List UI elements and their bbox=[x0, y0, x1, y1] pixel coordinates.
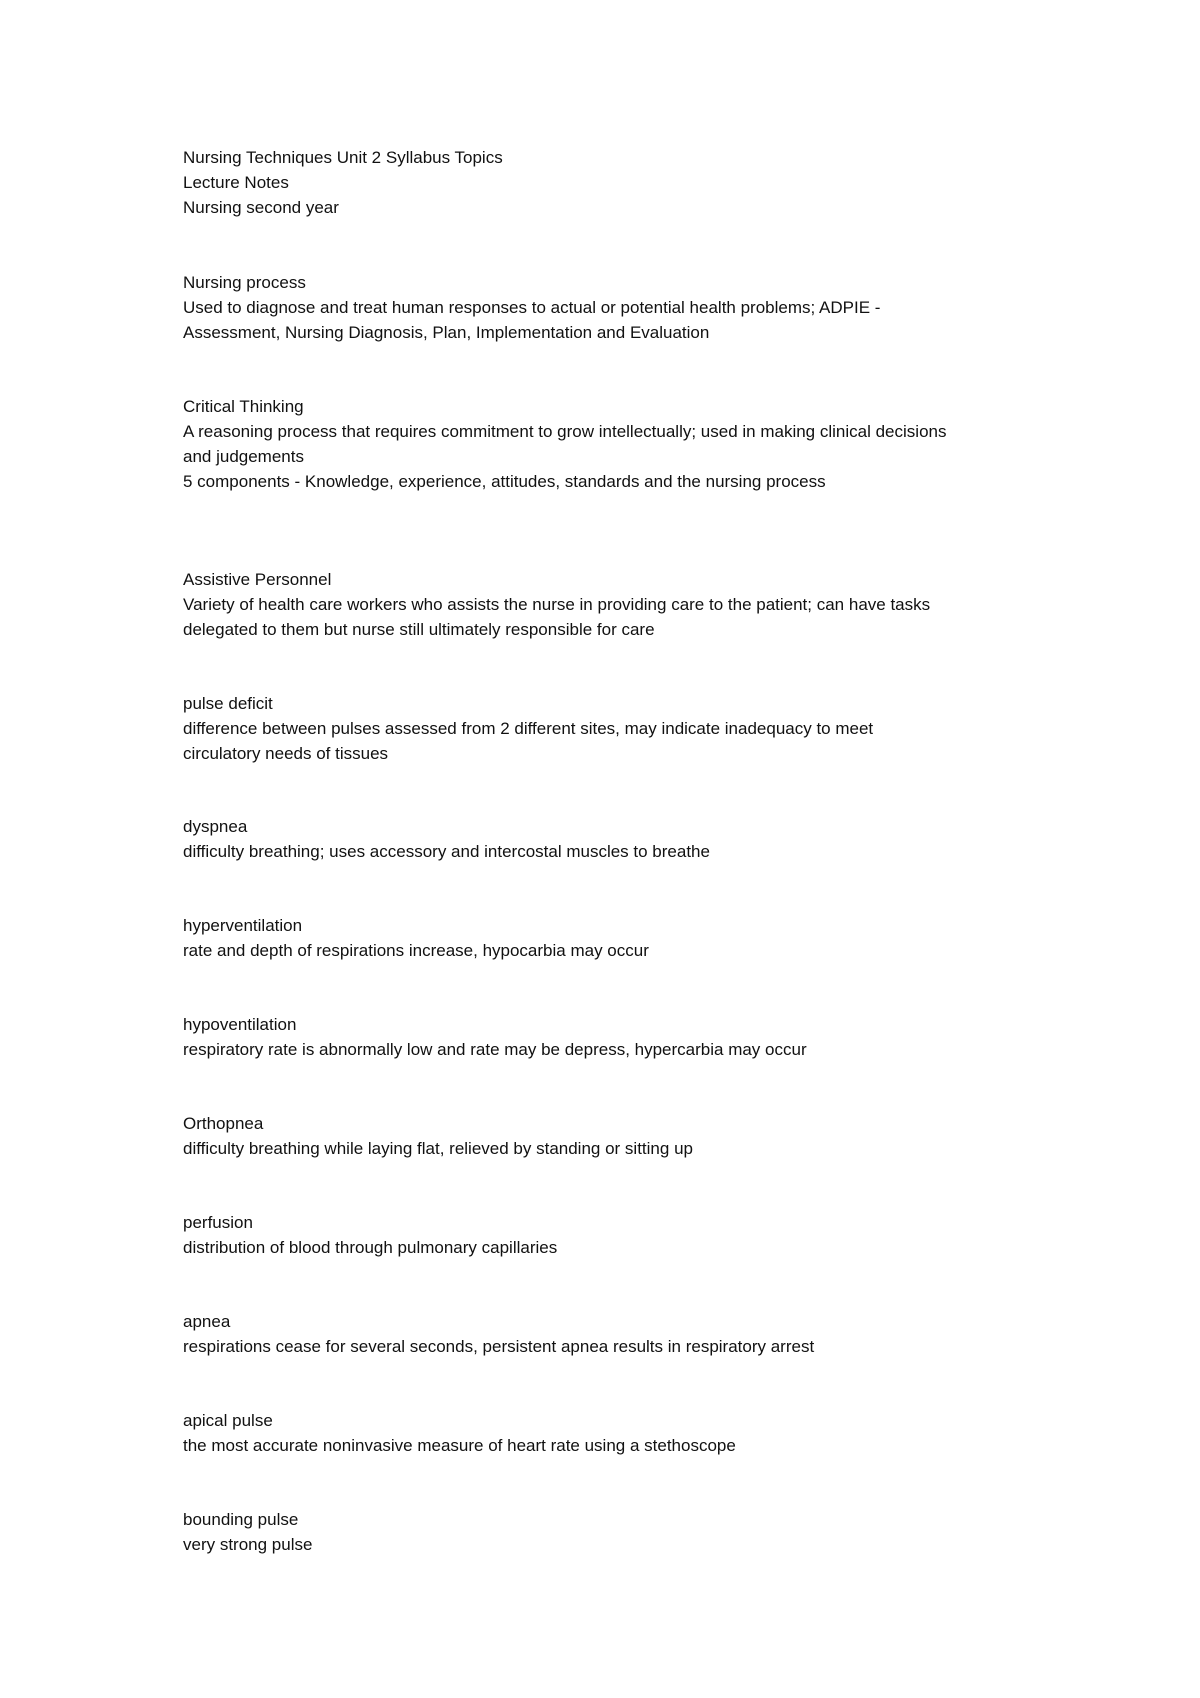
entry-definition-line: the most accurate noninvasive measure of heart rate using a stethoscope bbox=[183, 1436, 736, 1455]
entry-hypoventilation bbox=[183, 1012, 1063, 1062]
entry-definition-line: Used to diagnose and treat human responses to actual or potential health problems; ADPIE - bbox=[183, 298, 881, 317]
document-title: Nursing Techniques Unit 2 Syllabus Topics bbox=[183, 148, 503, 167]
entry-nursing-process bbox=[183, 270, 1063, 345]
entry-perfusion bbox=[183, 1210, 1063, 1260]
entry-term: bounding pulse bbox=[183, 1510, 299, 1529]
entry-term: Assistive Personnel bbox=[183, 570, 332, 589]
document-subtitle: Lecture Notes bbox=[183, 173, 289, 192]
entry-definition-line: delegated to them but nurse still ultimately responsible for care bbox=[183, 620, 655, 639]
entry-term: pulse deficit bbox=[183, 694, 273, 713]
entry-definition-line: 5 components - Knowledge, experience, attitudes, standards and the nursing process bbox=[183, 472, 826, 491]
entry-term: perfusion bbox=[183, 1213, 253, 1232]
entry-term: apical pulse bbox=[183, 1411, 273, 1430]
entry-term: Nursing process bbox=[183, 273, 306, 292]
entry-term: dyspnea bbox=[183, 817, 248, 836]
entry-definition-line: difference between pulses assessed from 2 different sites, may indicate inadequacy to meet bbox=[183, 719, 874, 738]
entry-term: Critical Thinking bbox=[183, 397, 304, 416]
entry-definition-line: respiratory rate is abnormally low and rate may be depress, hypercarbia may occur bbox=[183, 1040, 807, 1059]
entry-definition-line: respirations cease for several seconds, persistent apnea results in respiratory arrest bbox=[183, 1337, 815, 1356]
entry-term: apnea bbox=[183, 1312, 231, 1331]
entry-definition-line: Variety of health care workers who assists the nurse in providing care to the patient; can have tasks bbox=[183, 595, 931, 614]
entry-apnea bbox=[183, 1309, 1063, 1359]
entry-definition-line: distribution of blood through pulmonary capillaries bbox=[183, 1238, 558, 1257]
entry-orthopnea bbox=[183, 1111, 1063, 1161]
entry-term: hyperventilation bbox=[183, 916, 303, 935]
entry-pulse-deficit bbox=[183, 691, 1063, 766]
entry-definition-line: very strong pulse bbox=[183, 1535, 313, 1554]
entry-hyperventilation bbox=[183, 913, 1063, 963]
entry-critical-thinking bbox=[183, 394, 1063, 494]
entry-term: Orthopnea bbox=[183, 1114, 264, 1133]
entry-bounding-pulse bbox=[183, 1507, 1063, 1557]
entry-definition-line: difficulty breathing; uses accessory and intercostal muscles to breathe bbox=[183, 842, 710, 861]
entry-definition-line: Assessment, Nursing Diagnosis, Plan, Implementation and Evaluation bbox=[183, 323, 710, 342]
entry-definition-line: and judgements bbox=[183, 447, 304, 466]
entry-term: hypoventilation bbox=[183, 1015, 297, 1034]
entry-apical-pulse bbox=[183, 1408, 1063, 1458]
document-course-year: Nursing second year bbox=[183, 198, 339, 217]
document-header bbox=[183, 145, 1083, 220]
entry-definition-line: difficulty breathing while laying flat, relieved by standing or sitting up bbox=[183, 1139, 693, 1158]
entry-definition-line: rate and depth of respirations increase, hypocarbia may occur bbox=[183, 941, 649, 960]
entry-assistive-personnel bbox=[183, 567, 1063, 642]
entry-dyspnea bbox=[183, 814, 1063, 864]
entry-definition-line: A reasoning process that requires commitment to grow intellectually; used in making clinical decisions bbox=[183, 422, 947, 441]
entry-definition-line: circulatory needs of tissues bbox=[183, 744, 389, 763]
